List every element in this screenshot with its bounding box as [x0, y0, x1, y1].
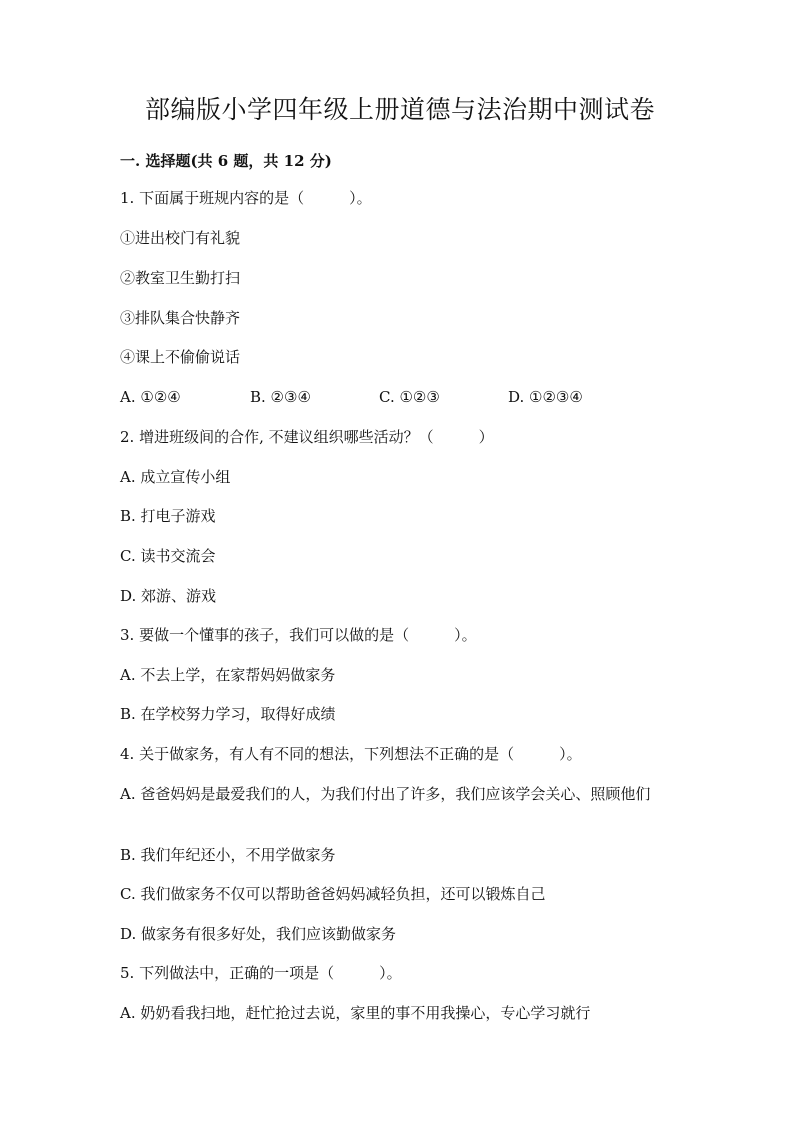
question-2-option-a: A. 成立宣传小组	[120, 468, 231, 486]
question-1-stem: 1. 下面属于班规内容的是（ ）。	[120, 189, 372, 207]
question-1-option-d: D. ①②③④	[508, 388, 583, 406]
question-1-item-3: ③排队集合快静齐	[120, 309, 241, 327]
question-2-option-d: D. 郊游、游戏	[120, 587, 217, 605]
question-2-option-b: B. 打电子游戏	[120, 507, 216, 525]
question-1-option-b: B. ②③④	[250, 388, 311, 406]
question-4-stem: 4. 关于做家务，有人有不同的想法，下列想法不正确的是（ ）。	[120, 745, 582, 763]
question-3-option-b: B. 在学校努力学习，取得好成绩	[120, 705, 336, 723]
question-1-option-c: C. ①②③	[379, 388, 440, 406]
question-2-stem: 2. 增进班级间的合作, 不建议组织哪些活动？（ ）	[120, 428, 494, 446]
question-1-item-4: ④课上不偷偷说话	[120, 348, 241, 366]
question-1-options	[120, 386, 680, 408]
question-2-option-c: C. 读书交流会	[120, 547, 216, 565]
question-5-stem: 5. 下列做法中，正确的一项是（ ）。	[120, 964, 402, 982]
question-4-option-b: B. 我们年纪还小，不用学做家务	[120, 846, 336, 864]
section-heading: 一. 选择题(共 6 题，共 12 分)	[120, 152, 332, 170]
question-3-option-a: A. 不去上学，在家帮妈妈做家务	[120, 666, 336, 684]
question-4-option-c: C. 我们做家务不仅可以帮助爸爸妈妈减轻负担，还可以锻炼自己	[120, 885, 546, 903]
question-1-option-a: A. ①②④	[120, 388, 181, 406]
question-5-option-a: A. 奶奶看我扫地，赶忙抢过去说，家里的事不用我操心，专心学习就行	[120, 1004, 591, 1022]
question-3-stem: 3. 要做一个懂事的孩子，我们可以做的是（ ）。	[120, 626, 477, 644]
page-title: 部编版小学四年级上册道德与法治期中测试卷	[144, 95, 655, 124]
question-4-option-d: D. 做家务有很多好处，我们应该勤做家务	[120, 925, 397, 943]
question-1-item-2: ②教室卫生勤打扫	[120, 269, 241, 287]
question-1-item-1: ①进出校门有礼貌	[120, 229, 241, 247]
question-4-option-a: A. 爸爸妈妈是最爱我们的人，为我们付出了许多，我们应该学会关心、照顾他们	[120, 785, 651, 803]
